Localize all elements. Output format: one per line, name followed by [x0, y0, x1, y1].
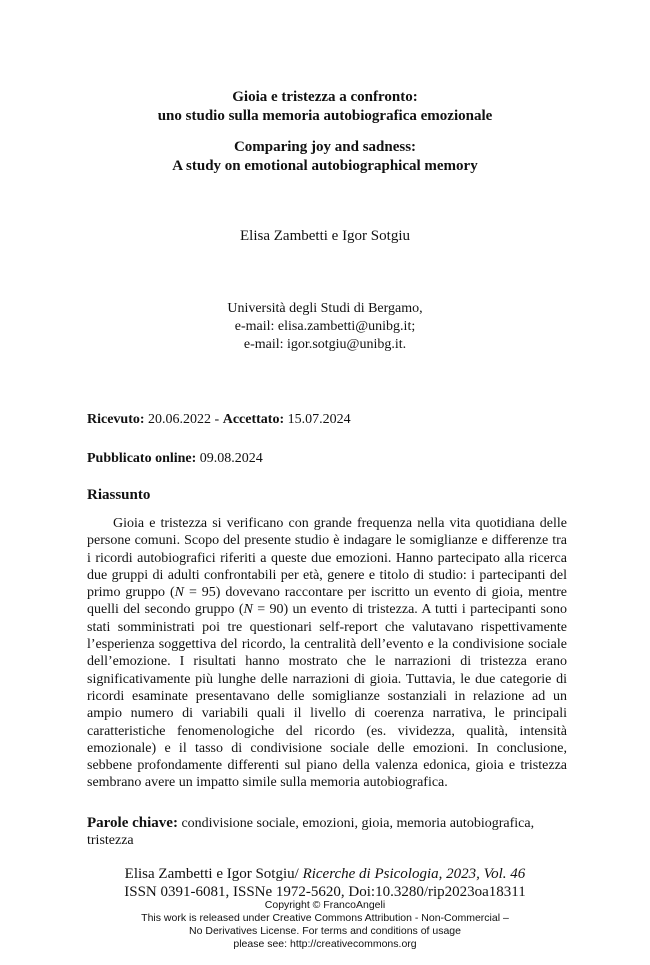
- sample-size-symbol-1: N: [174, 585, 184, 601]
- abstract-text-part3: = 90) un evento di tristezza. A tutti i partecipanti sono stati somministrati poi tre questionari self-report che valutavano rispettivamente l’esperienza soggettiva del ricordo, la centralità dell’evento e la condivisione sociale dell’emozione. I risultati hanno mostrato che le narrazioni di tristezza erano significativamente più lunghe delle narrazioni di gioia. Tuttavia, le due categorie di ricordi esaminate presentavano delle somiglianze sostanziali in relazione ad un ampio numero di variabili quali il livello di coerenza narrativa, le principali caratteristiche fenomenologiche del ricordo (es. vividezza, qualità, intensità emozionale) e il tasso di condivisione sociale delle emozioni. In conclusione, sebbene profondamente differenti sul piano della valenza edonica, gioia e tristezza sembrano avere un impatto simile sulla memoria autobiografica.: [87, 602, 568, 791]
- abstract-text-part2: = 95) dovevano raccontare per iscritto un evento di gioia, mentre quelli del secondo gruppo (: [87, 585, 567, 618]
- authors: Elisa Zambetti e Igor Sotgiu: [240, 228, 410, 244]
- abstract-body: [87, 515, 567, 792]
- copyright-line2: This work is released under Creative Commons Attribution - Non-Commercial –: [141, 912, 509, 924]
- citation-footer: [0, 865, 650, 901]
- affiliation-university: Università degli Studi di Bergamo,: [227, 301, 423, 316]
- received-label: Ricevuto:: [87, 412, 145, 427]
- title-italian-line1: Gioia e tristezza a confronto:: [232, 89, 418, 105]
- copyright-line3: No Derivatives License. For terms and conditions of usage: [189, 925, 461, 937]
- citation-journal: Ricerche di Psicologia, 2023, Vol. 46: [302, 866, 526, 882]
- citation-line: [0, 865, 650, 883]
- title-english: [0, 138, 650, 176]
- citation-issn-doi: ISSN 0391-6081, ISSNe 1972-5620, Doi:10.3280/rip2023oa18311: [124, 884, 526, 900]
- title-italian: [0, 88, 650, 126]
- received-date: 20.06.2022 -: [148, 412, 220, 427]
- abstract-text-part1: Gioia e tristezza si verificano con grande frequenza nella vita quotidiana delle persone comuni. Scopo del presente studio è indagare le somiglianze e differenze tra i ricordi autobiografici riferiti a queste due emozioni. Hanno partecipato alla ricerca due gruppi di adulti confrontabili per età, genere e titolo di studio: i partecipanti del primo gruppo (: [87, 516, 567, 601]
- title-english-line2: A study on emotional autobiographical memory: [172, 158, 478, 174]
- keywords-label: Parole chiave:: [87, 815, 178, 831]
- affiliation-email-1: e-mail: elisa.zambetti@unibg.it;: [234, 319, 416, 334]
- keywords: [87, 815, 569, 849]
- dates-line: [87, 412, 351, 428]
- published-date: 09.08.2024: [199, 451, 263, 466]
- keywords-list: condivisione sociale, emozioni, gioia, memoria autobiografica, tristezza: [87, 816, 535, 848]
- published-label: Pubblicato online:: [87, 451, 197, 466]
- title-english-line1: Comparing joy and sadness:: [233, 139, 417, 155]
- abstract-heading: Riassunto: [87, 487, 151, 503]
- affiliation-email-2: e-mail: igor.sotgiu@unibg.it.: [243, 337, 407, 352]
- copyright-line4: please see: http://creativecommons.org: [233, 938, 417, 950]
- copyright-notice: [0, 899, 650, 951]
- copyright-line1: Copyright © FrancoAngeli: [264, 899, 386, 911]
- affiliation: [0, 300, 650, 354]
- sample-size-symbol-2: N: [243, 602, 253, 618]
- citation-authors: Elisa Zambetti e Igor Sotgiu/: [124, 866, 303, 882]
- published-line: [87, 451, 263, 467]
- accepted-label: Accettato:: [222, 412, 285, 427]
- title-italian-line2: uno studio sulla memoria autobiografica emozionale: [157, 108, 493, 124]
- accepted-date: 15.07.2024: [287, 412, 351, 427]
